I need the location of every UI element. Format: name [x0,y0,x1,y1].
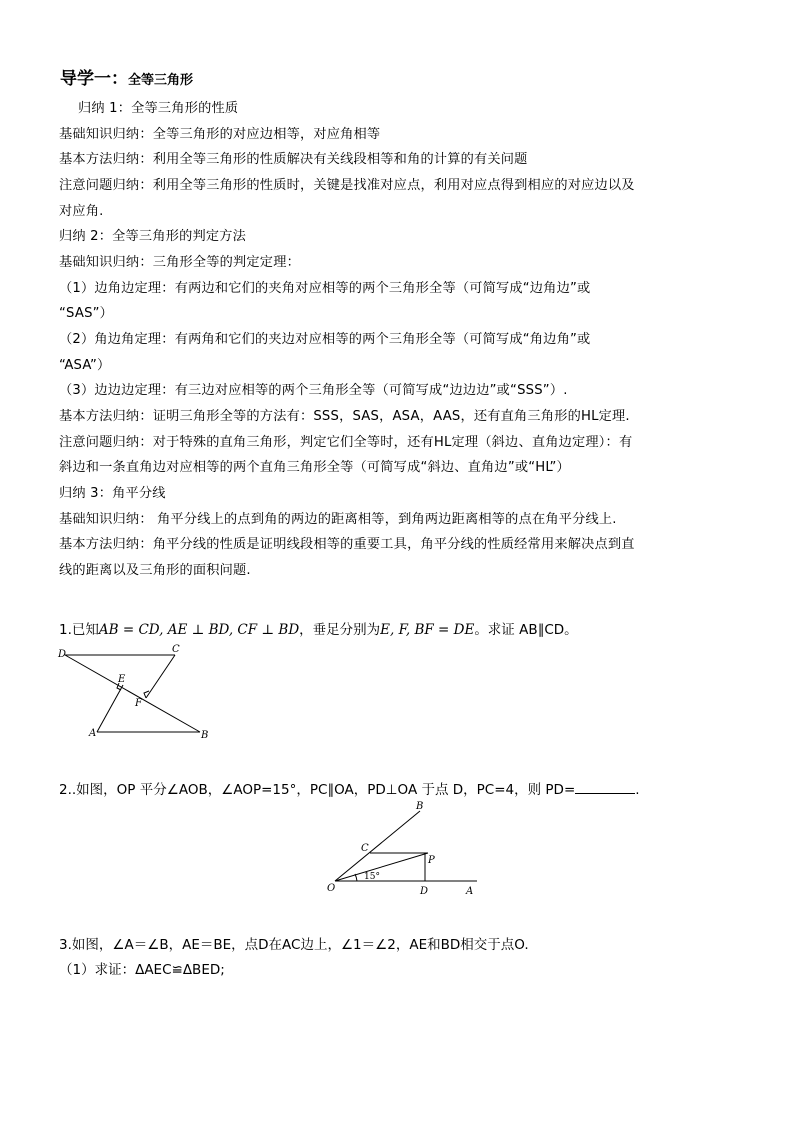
label-o: O [327,883,336,894]
question-1-prefix: 1.已知 [59,622,99,638]
label-e: E [118,674,126,685]
paragraph-line: （3）边边边定理：有三边对应相等的两个三角形全等（可简写成“边边边”或“SSS”）. [59,383,568,398]
ray-ob [335,811,420,881]
label-a: A [466,886,474,897]
paragraph-line: 基本方法归纳：证明三角形全等的方法有：SSS，SAS，ASA，AAS，还有直角三角形的HL定理. [59,409,630,424]
paragraph-line: 线的距离以及三角形的面积问题. [59,563,251,578]
angle-arc [355,874,357,881]
question-1 [59,618,578,638]
segment-ae [97,685,123,732]
answer-blank [575,781,635,794]
question-2-text: 2..如图，OP 平分∠AOB，∠AOP=15°，PC∥OA，PD⊥OA 于点 D，PC=4，则 PD= [59,782,576,798]
label-a: A [89,728,97,739]
segment-cf [146,655,175,698]
section-title-sub: 全等三角形 [128,73,194,88]
paragraph-line: 基本方法归纳：利用全等三角形的性质解决有关线段相等和角的计算的有关问题 [59,152,528,167]
paragraph-line: 注意问题归纳：利用全等三角形的性质时，关键是找准对应点，利用对应点得到相应的对应边以及 [59,178,635,193]
paragraph-line: 斜边和一条直角边对应相等的两个直角三角形全等（可简写成“斜边、直角边”或“HL”） [59,460,570,475]
question-1-math: AB = CD, AE ⊥ BD, CF ⊥ BD [98,622,300,638]
question-1-suffix: 。求证 AB∥CD。 [474,622,578,638]
summary-heading-2: 归纳 2：全等三角形的判定方法 [59,229,247,244]
question-1-math2: E, F, BF = DE [380,622,475,638]
paragraph-line: “ASA”） [59,358,111,373]
paragraph-line: 基础知识归纳： 角平分线上的点到角的两边的距离相等，到角两边距离相等的点在角平分线上. [59,512,617,527]
label-b: B [201,730,209,741]
question-1-mid: ，垂足分别为 [299,622,381,638]
label-c: C [361,843,369,854]
label-c: C [172,644,180,655]
paragraph-line: 注意问题归纳：对于特殊的直角三角形，判定它们全等时，还有HL定理（斜边、直角边定理）：有 [59,435,633,450]
label-b: B [416,801,424,812]
paragraph-line: 基础知识归纳：全等三角形的对应边相等，对应角相等 [59,127,381,142]
figure-1-diagram [55,642,215,742]
summary-heading-3: 归纳 3：角平分线 [59,486,166,501]
section-title [60,64,193,89]
label-d: D [420,886,429,897]
paragraph-line: （2）角边角定理：有两角和它们的夹边对应相等的两个三角形全等（可简写成“角边角”或 [59,332,591,347]
question-3: 3.如图，∠A＝∠B，AE＝BE，点D在AC边上，∠1＝∠2，AE和BD相交于点O. [59,937,529,953]
segment-db [65,655,200,732]
label-p: P [428,855,435,866]
paragraph-line: 基础知识归纳：三角形全等的判定定理： [59,255,300,270]
paragraph-line: 基本方法归纳：角平分线的性质是证明线段相等的重要工具，角平分线的性质经常用来解决点到直 [59,537,635,552]
label-angle-15: 15° [364,872,380,882]
paragraph-line: （1）边角边定理：有两边和它们的夹角对应相等的两个三角形全等（可简写成“边角边”或 [59,281,591,296]
figure-2-diagram [320,795,490,905]
section-title-main: 导学一： [60,69,128,89]
question-3-part-1: （1）求证：ΔAEC≌ΔBED; [59,962,225,978]
label-d: D [58,649,67,660]
summary-heading-1: 归纳 1：全等三角形的性质 [78,101,239,116]
paragraph-line: 对应角. [59,204,104,219]
question-2-tail: . [635,782,640,798]
segment-op [335,853,428,881]
paragraph-line: “SAS”） [59,306,114,321]
label-f: F [135,698,142,709]
